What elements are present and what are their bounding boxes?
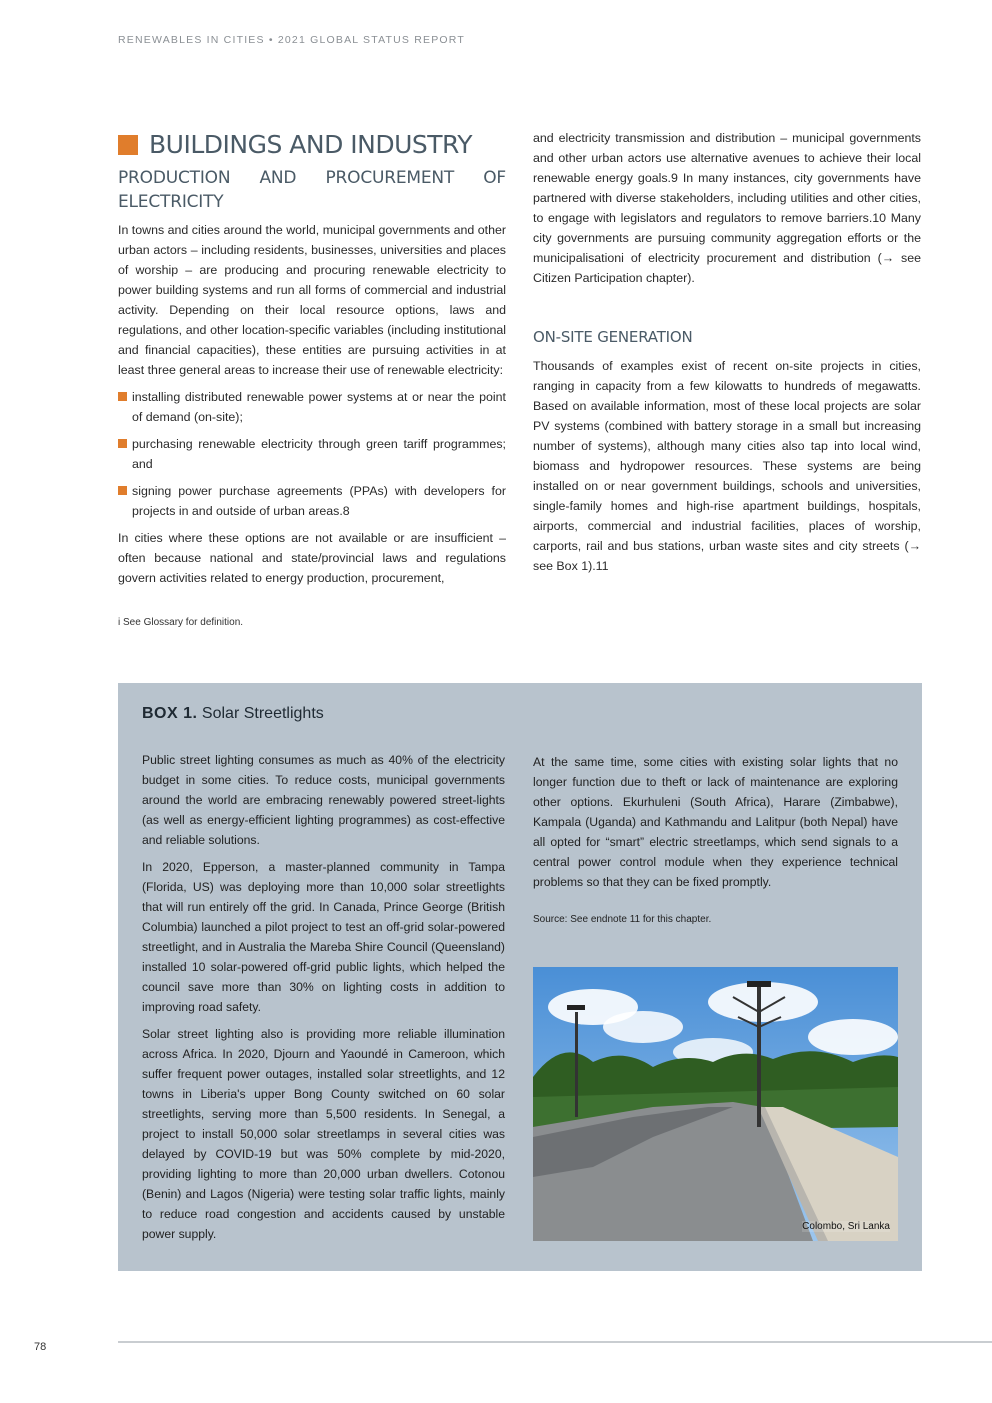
list-item [118,481,506,521]
continued-paragraph: and electricity transmission and distribution – municipal governments and other urban actors use alternative avenues to achieve their local renewable energy goals.9 In many instances, city governments have partnered with diverse stakeholders, including utilities and other cities, to engage with legislators and regulators to remove barriers.10 Many city governments are pursuing community aggregation efforts or the municipalisationi of electricity procurement and distribution (→ see Citizen Participation chapter). [533,131,921,285]
right-column [533,128,921,583]
list-item-text: signing power purchase agreements (PPAs) with developers for projects in and outside of urban areas.8 [132,484,506,518]
list-item [118,434,506,474]
bullet-square-icon [118,392,127,401]
list-item [118,387,506,427]
photo-caption: Colombo, Sri Lanka [802,1221,890,1232]
left-column [118,128,506,595]
list-item-text: purchasing renewable electricity through green tariff programmes; and [132,437,506,471]
bullet-square-icon [118,439,127,448]
streetlight-photo-image [533,967,898,1241]
bullet-square-icon [118,486,127,495]
box-paragraph: Solar street lighting also is providing more reliable illumination across Africa. In 2020, Djourn and Yaoundé in Cameroon, which suffer frequent power outages, installed solar streetlights, and 12 towns in Liberia's upper Bong County switched on 60 solar streetlights, serving more than 5,500 residents. In Senegal, a project to install 50,000 solar streetlamps in several cities was delayed by COVID-19 but was 50% complete by mid-2020, providing lighting to more than 20,000 urban dwellers. Cotonou (Benin) and Lagos (Nigeria) were testing solar traffic lights, mainly to reduce road congestion and accidents caused by unstable power supply. [142,1027,505,1241]
closing-paragraph: In cities where these options are not available or are insufficient – often because national and state/provincial laws and regulations govern activities related to energy production, procurement, [118,531,506,585]
list-item-text: installing distributed renewable power systems at or near the point of demand (on-site); [132,390,506,424]
intro-paragraph: In towns and cities around the world, municipal governments and other urban actors – including residents, businesses, universities and places of worship – are producing and procuring renewable electricity to power building systems and run all forms of commercial and industrial activity. Depending on their local resource options, laws and regulations, and other location-specific variables (including institutional and financial capacities), these entities are pursuing activities in at least three general areas to increase their use of renewable electricity: [118,223,506,377]
box-paragraph: In 2020, Epperson, a master-planned community in Tampa (Florida, US) was deploying more than 10,000 solar streetlights that will run entirely off the grid. In Canada, Prince George (British Columbia) launched a pilot project to test an off-grid solar-powered streetlight, and in Australia the Mareba Shire Council (Queensland) installed 10 solar-powered off-grid public lights, which helped the council save more than 30% on lighting costs in addition to improving road safety. [142,860,505,1014]
activity-list [118,387,506,521]
box-label: BOX 1. [142,705,198,722]
section-title [118,128,506,162]
streetlight-photo [533,967,898,1241]
box-right-column [533,752,898,930]
box-title [142,705,324,723]
box-paragraph: Public street lighting consumes as much as 40% of the electricity budget in some cities. To reduce costs, municipal governments around the world are embracing renewably powered street-lights (as well as energy-efficient lighting programmes) as cost-effective and reliable solutions. [142,753,505,847]
box-title-text: Solar Streetlights [201,705,324,722]
footnote: i See Glossary for definition. [118,617,244,628]
box-solar-streetlights [118,683,922,1271]
running-head: RENEWABLES IN CITIES • 2021 GLOBAL STATUS REPORT [118,34,465,46]
page-number: 78 [34,1341,47,1353]
box-paragraph: At the same time, some cities with existing solar lights that no longer function due to theft or lack of maintenance are exploring other options. Ekurhuleni (South Africa), Harare (Zimbabwe), Kampala (Uganda) and Kathmandu and Lalitpur (both Nepal) have all opted for “smart” electric streetlamps, which send signals to a central power control module when they experience technical problems so that they can be fixed promptly. [533,755,898,889]
onsite-paragraph: Thousands of examples exist of recent on-site projects in cities, ranging in capacity from a few kilowatts to hundreds of megawatts. Based on available information, most of these local projects are solar PV systems (combined with battery storage in a small but increasing number of systems), although many cities also tap into local wind, biomass and hydropower resources. These systems are being installed on or near government buildings, schools and universities, single-family homes and high-rise apartment buildings, hospitals, airports, commercial and industrial facilities, places of worship, carports, rail and bus stations, urban waste sites and city streets (→ see Box 1).11 [533,359,921,573]
box-left-column [142,750,505,1251]
section-title-text: BUILDINGS AND INDUSTRY [149,130,473,159]
subsection-title: PRODUCTION AND PROCUREMENT OF ELECTRICITY [118,168,506,212]
footer-rule [118,1341,992,1343]
box-source: Source: See endnote 11 for this chapter. [533,914,712,925]
onsite-heading: ON-SITE GENERATION [533,328,693,346]
orange-square-icon [118,135,138,155]
